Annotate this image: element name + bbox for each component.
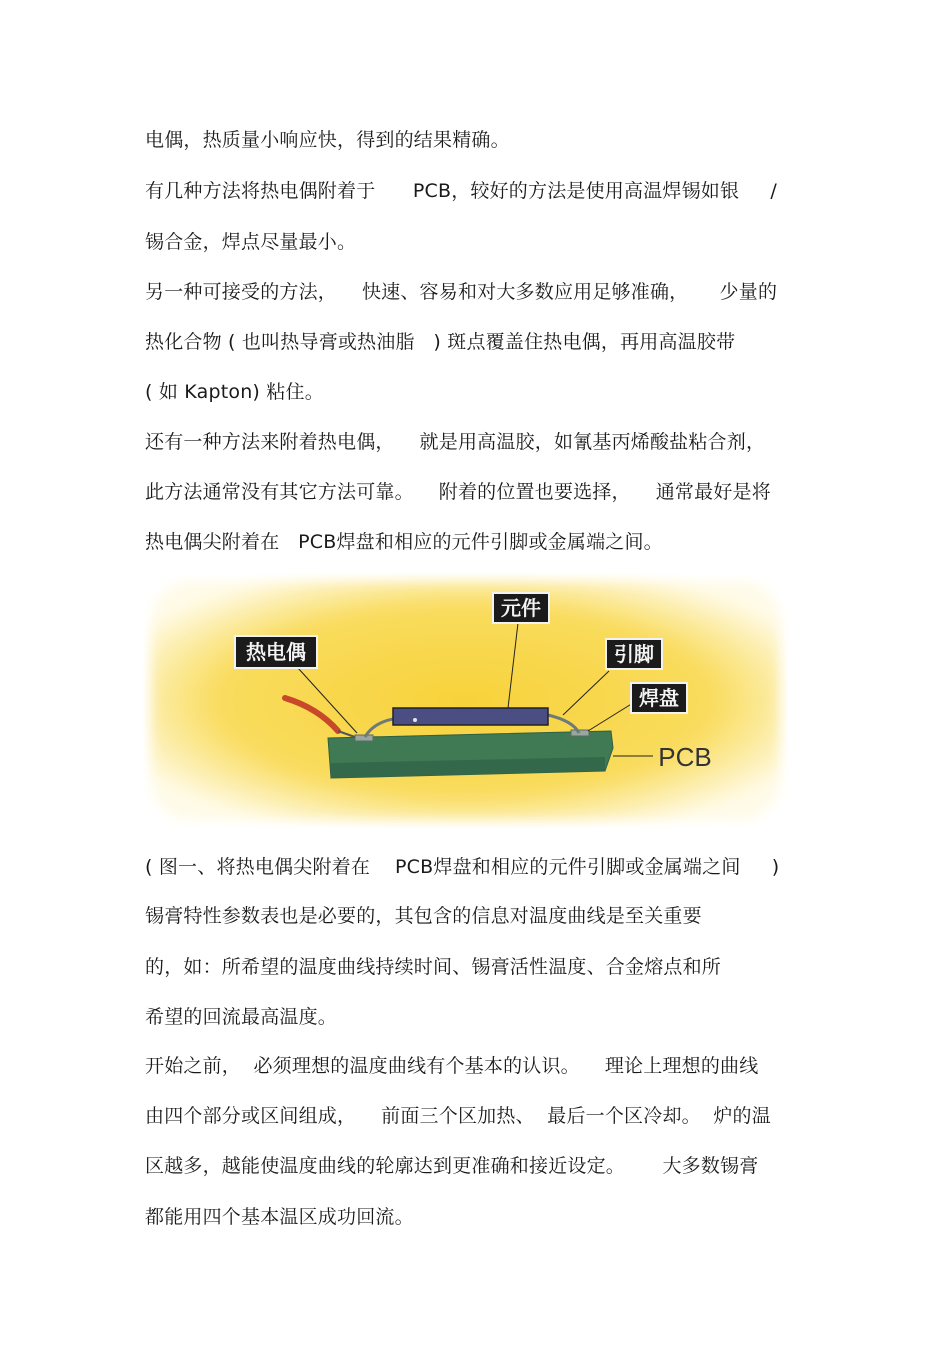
pcb-label: PCB	[658, 742, 712, 772]
figure-illustration	[143, 573, 788, 828]
component-body	[393, 708, 548, 725]
paragraph-line: 锡膏特性参数表也是必要的，其包含的信息对温度曲线是至关重要	[145, 905, 702, 927]
paragraph-line: 电偶，热质量小响应快，得到的结果精确。	[145, 129, 510, 151]
paragraph-line: 还有一种方法来附着热电偶， 就是用高温胶，如氰基丙烯酸盐粘合剂，	[145, 431, 766, 453]
thermocouple-label: 热电偶	[246, 640, 306, 664]
component-label: 元件	[501, 596, 541, 620]
paragraph-line: 另一种可接受的方法， 快速、容易和对大多数应用足够准确， 少量的	[145, 281, 778, 303]
paragraph-line: 开始之前， 必须理想的温度曲线有个基本的认识。 理论上理想的曲线	[145, 1055, 759, 1077]
component-dot	[413, 718, 417, 722]
right-pad	[571, 730, 589, 736]
paragraph-line: 热电偶尖附着在 PCB焊盘和相应的元件引脚或金属端之间。	[145, 531, 663, 553]
thermocouple-attachment-figure	[143, 573, 788, 828]
paragraph-line: 由四个部分或区间组成， 前面三个区加热、 最后一个区冷却。 炉的温	[145, 1105, 771, 1127]
paragraph-line: 热化合物 ( 也叫热导膏或热油脂 ) 斑点覆盖住热电偶，再用高温胶带	[145, 331, 736, 353]
paragraph-line: 希望的回流最高温度。	[145, 1006, 338, 1028]
lead-label: 引脚	[614, 642, 654, 666]
pad-label: 焊盘	[639, 686, 679, 710]
figure-caption: ( 图一、将热电偶尖附着在 PCB焊盘和相应的元件引脚或金属端之间 )	[145, 856, 780, 878]
paragraph-line: 有几种方法将热电偶附着于 PCB，较好的方法是使用高温焊锡如银 /	[145, 180, 777, 202]
paragraph-line: 的，如：所希望的温度曲线持续时间、锡膏活性温度、合金熔点和所	[145, 956, 722, 978]
paragraph-line: 此方法通常没有其它方法可靠。 附着的位置也要选择， 通常最好是将	[145, 481, 771, 503]
paragraph-line: 都能用四个基本温区成功回流。	[145, 1206, 414, 1228]
paragraph-line: 区越多，越能使温度曲线的轮廓达到更准确和接近设定。 大多数锡膏	[145, 1155, 759, 1177]
paragraph-line: 锡合金，焊点尽量最小。	[145, 231, 357, 253]
paragraph-line: ( 如 Kapton) 粘住。	[145, 381, 324, 403]
